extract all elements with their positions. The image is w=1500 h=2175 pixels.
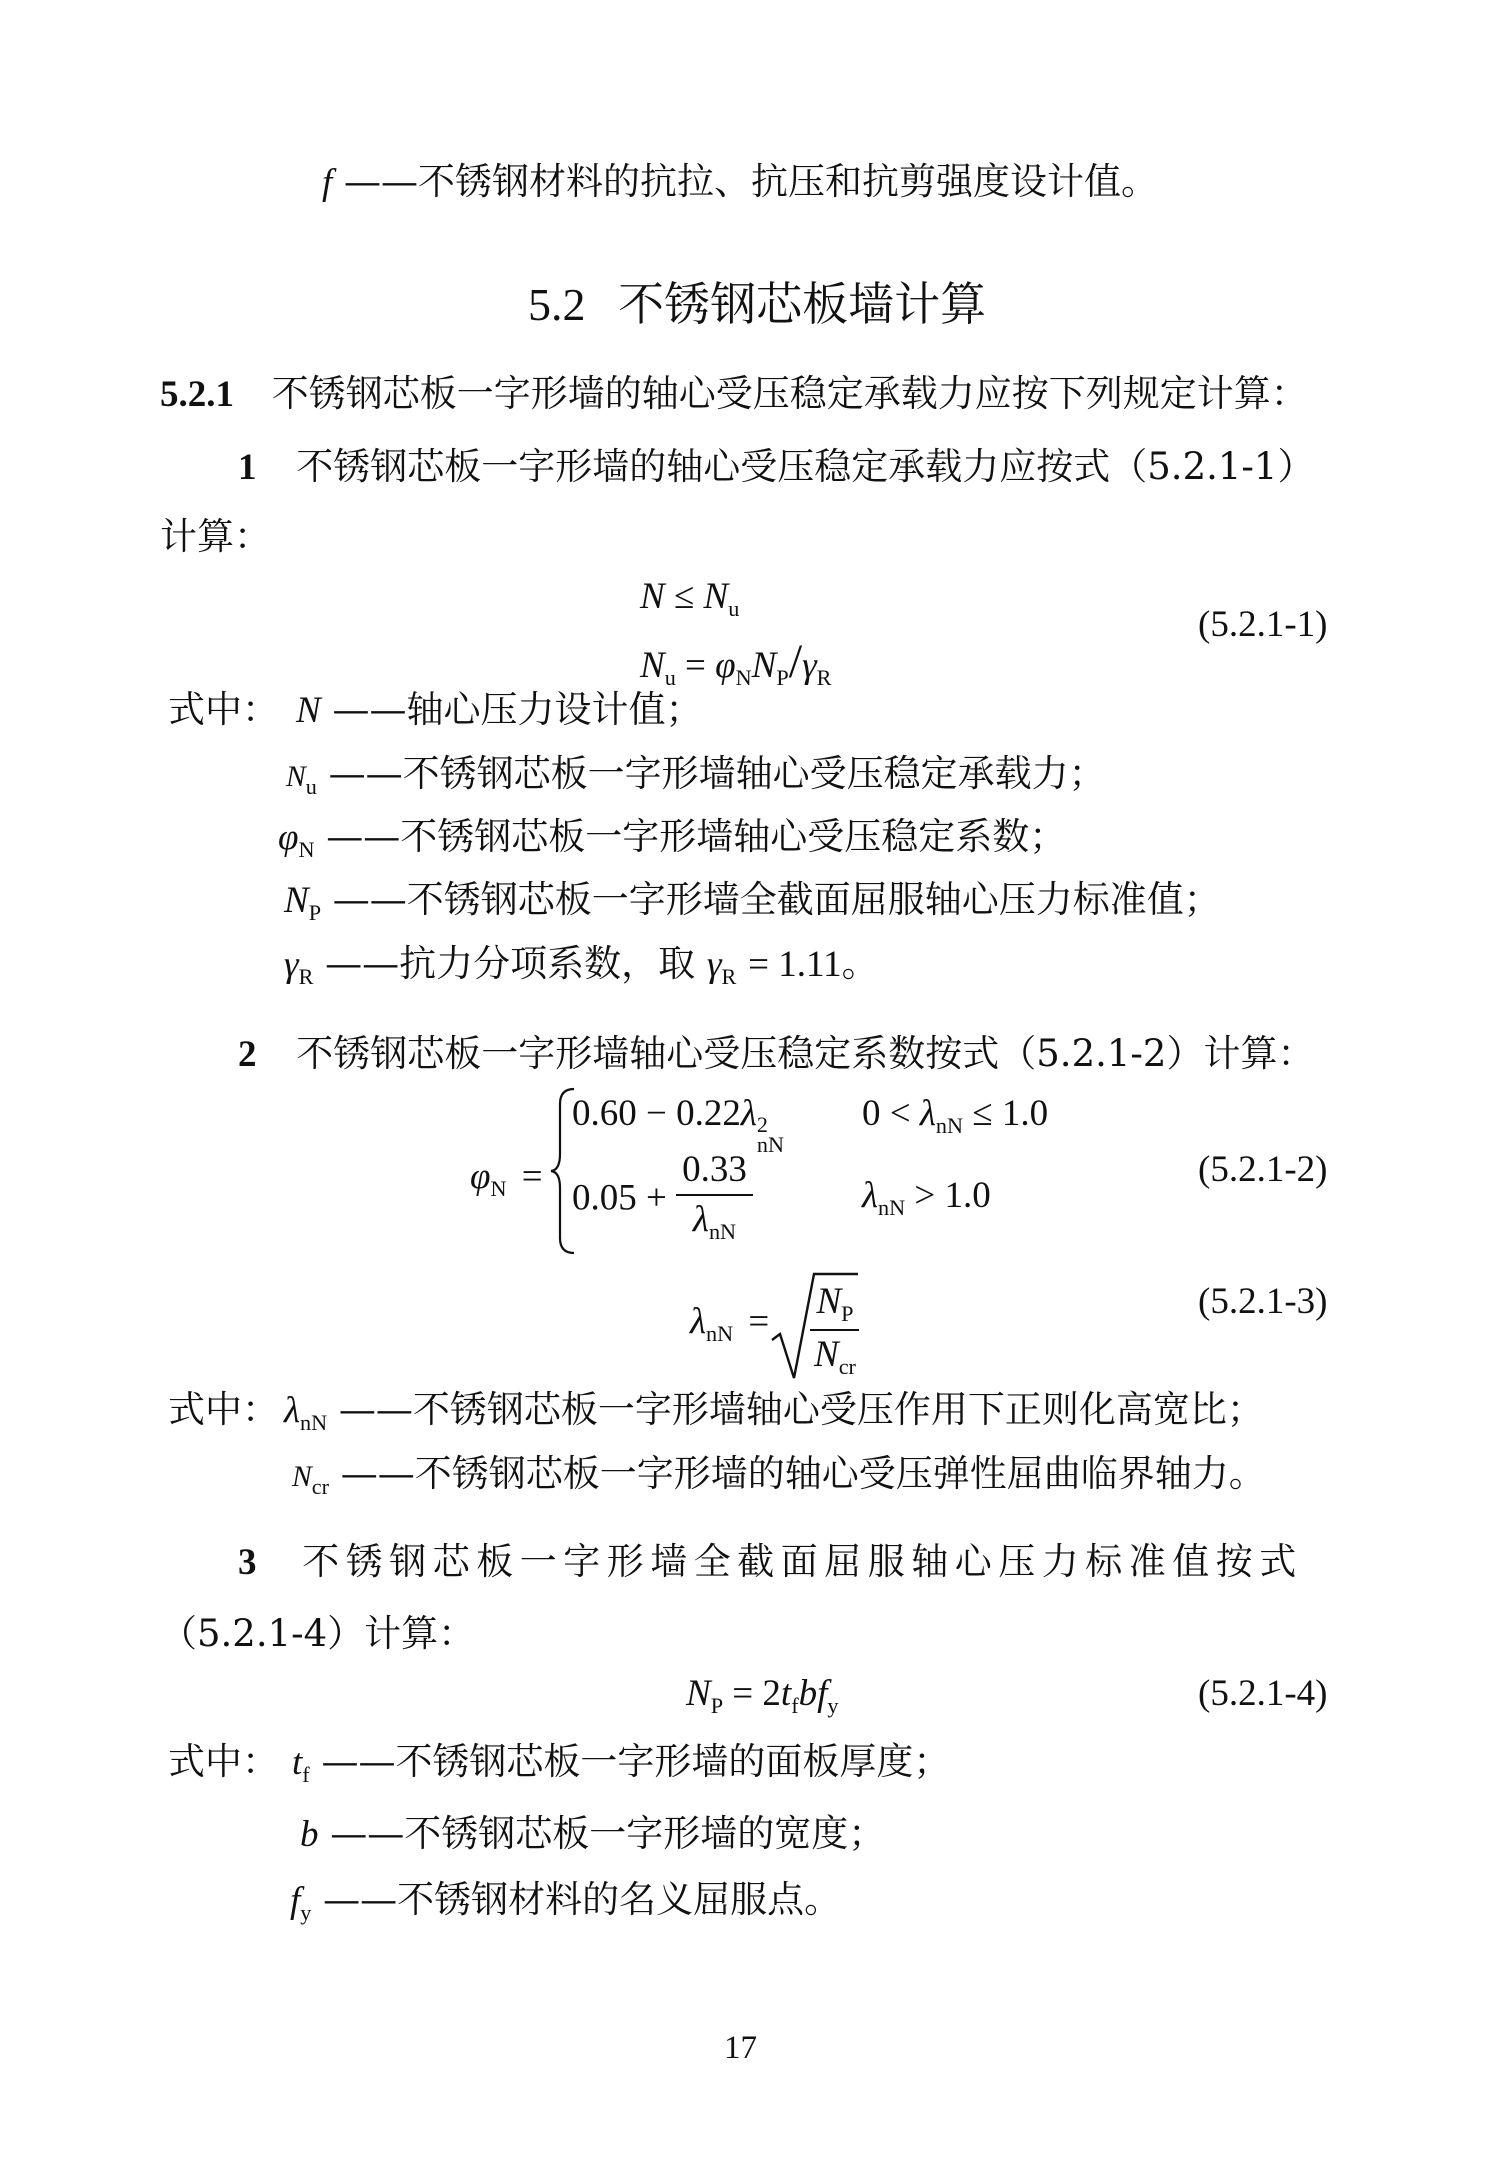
eq3-fraction [808,1280,862,1381]
where3-item-fy [290,1878,841,1926]
item-1-number: 1 [238,447,257,488]
where2-item-Ncr [292,1452,1266,1500]
eq2-case2-condition [862,1174,991,1221]
where3-sub-f: y [300,1899,312,1925]
eq2-case2-cond-right: > 1.0 [914,1175,991,1216]
where1-sym-Nu: N [286,761,306,793]
equation-label-5-2-1-2: (5.2.1-2) [1198,1149,1328,1190]
eq2-case1-cond-right: ≤ 1.0 [972,1093,1049,1134]
eq2-case1-condition [862,1092,1048,1139]
eq2-equals: = [521,1156,543,1197]
equation-label-5-2-1-4: (5.2.1-4) [1198,1673,1328,1714]
where1-sym-NP: N [284,880,309,921]
eq1-le-sign: ≤ [673,576,695,617]
eq2-case2-denominator [687,1196,742,1245]
where3-sym-t: t [292,1742,303,1783]
where2-text-Ncr: ——不锈钢芯板一字形墙的轴心受压弹性屈曲临界轴力。 [340,1452,1266,1495]
eq3-lhs [690,1300,769,1347]
eq1-line2-Nu-sub: u [664,664,676,690]
eq1-NP: N [751,645,777,686]
eq3-numerator [810,1280,859,1331]
where2-sub-lambda: nN [300,1409,328,1435]
eq1-line2-Nu: N [640,645,665,686]
eq2-case1-sub: nN [756,1131,785,1157]
eq3-num-N: N [816,1281,842,1322]
where1-sym-gamma: γ [284,944,299,985]
where1-item-NP [284,878,1221,926]
eq1-N: N [640,576,665,617]
eq3-num-sub: P [841,1300,854,1326]
where1-text-N: ——轴心压力设计值； [332,688,703,731]
clause-number: 5.2.1 [160,374,234,415]
eq1-NP-sub: P [776,664,789,690]
eq2-case2-fraction [676,1148,753,1246]
eq2-case1-cond-left: 0 < [862,1093,911,1134]
section-heading [528,268,986,334]
where1-text-gamma: ——抗力分项系数，取 [325,942,696,985]
item-2 [238,1032,1314,1077]
symbol-f: f [322,162,333,203]
where1-item-gammaR [284,942,879,990]
where2-text-lambda: ——不锈钢芯板一字形墙轴心受压作用下正则化高宽比； [338,1388,1264,1431]
where1-text-NP: ——不锈钢芯板一字形墙全截面屈服轴心压力标准值； [332,878,1221,921]
equation-5-2-1-4 [686,1672,838,1719]
item-1-continuation: 计算： [160,515,271,558]
equation-label-5-2-1-3: (5.2.1-3) [1198,1281,1328,1322]
eq2-case2-den-lambda: λ [692,1199,709,1241]
eq2-case1-cond-lambda: λ [919,1093,936,1134]
item-3-continuation: （5.2.1-4）计算： [160,1612,476,1655]
clause-5-2-1 [160,372,1308,417]
where1-sub-Nu: u [305,773,317,799]
definition-text: ——不锈钢材料的抗拉、抗压和抗剪强度设计值。 [344,160,1159,203]
eq3-lambda: λ [690,1301,707,1342]
clause-text: 不锈钢芯板一字形墙的轴心受压稳定承载力应按下列规定计算： [271,372,1308,415]
eq2-phi-sub: N [490,1175,507,1201]
eq2-case1-lambda: λ [740,1093,757,1134]
eq2-case2-cond-lambda: λ [862,1175,879,1216]
where-lead-2: 式中： [168,1388,279,1431]
eq3-denominator [808,1331,862,1380]
where1-item-N [296,688,702,733]
eq4-N-sub: P [710,1692,724,1718]
section-number: 5.2 [528,279,586,330]
eq3-den-sub: cr [838,1354,856,1380]
eq1-gamma: γ [802,645,817,686]
where1-item-Nu [286,752,1106,800]
where1-period: 。 [841,942,879,985]
where1-sub-phi: N [298,836,315,862]
equation-5-2-1-1-line2 [640,633,831,691]
eq2-case1-supsub [756,1111,785,1157]
eq4-t-sub: f [791,1692,799,1718]
eq2-case1-constant: 0.60 − 0.22 [572,1093,741,1134]
where1-item-phiN [278,815,1066,863]
where2-sym-Ncr: N [292,1461,312,1493]
eq2-lhs [470,1155,543,1202]
equation-5-2-1-1-line1 [640,575,739,622]
eq2-case2-constant: 0.05 + [572,1177,667,1219]
where1-sym-phi: φ [278,817,299,858]
where1-sub-NP: P [308,899,322,925]
where3-text-b: ——不锈钢芯板一字形墙的宽度； [330,1812,886,1855]
item-3 [238,1540,1303,1585]
eq2-case1-sup: 2 [756,1111,768,1137]
eq3-den-N: N [814,1334,839,1376]
where1-val-gamma-sub: R [721,963,737,989]
eq4-f: f [817,1673,828,1714]
eq1-phi-sub: N [735,664,752,690]
eq4-t: t [780,1673,792,1714]
where3-text-f: ——不锈钢材料的名义屈服点。 [323,1878,842,1921]
eq2-case1-cond-sub: nN [935,1112,964,1138]
eq1-phi: φ [715,645,736,686]
eq4-N: N [686,1673,711,1714]
item-2-number: 2 [238,1034,257,1075]
page-number: 17 [724,2030,757,2066]
where1-val-gamma: γ [706,944,722,985]
eq2-case2-den-sub: nN [708,1219,737,1245]
where1-value: = 1.11 [748,944,842,985]
where2-sym-lambda: λ [284,1390,301,1431]
where3-sym-b: b [300,1814,319,1855]
section-title: 不锈钢芯板墙计算 [618,277,987,331]
item-3-text: 不锈钢芯板一字形墙全截面屈服轴心压力标准值按式 [302,1540,1303,1583]
eq2-case2-cond-sub: nN [878,1194,906,1220]
where-lead-1: 式中： [168,688,279,731]
eq4-equals-two: = 2 [732,1673,781,1714]
eq1-Nu: N [703,576,729,617]
eq3-equals: = [748,1301,770,1342]
where2-item-lambda [284,1388,1264,1436]
eq2-case2-numerator: 0.33 [676,1148,753,1196]
eq3-frac [808,1280,862,1381]
where3-sub-t: f [302,1761,310,1787]
where3-item-b [300,1812,885,1857]
eq1-equals: = [685,645,706,686]
eq1-Nu-sub: u [728,595,740,621]
where3-sym-f: f [290,1880,301,1921]
top-definition-line [322,160,1158,205]
where3-item-tf [292,1740,950,1788]
item-3-number: 3 [238,1542,257,1583]
eq1-gamma-sub: R [816,664,832,690]
where-lead-3: 式中： [168,1740,279,1783]
where1-text-phi: ——不锈钢芯板一字形墙轴心受压稳定系数； [326,815,1067,858]
eq2-phi: φ [470,1156,491,1197]
where1-sub-gamma: R [298,963,314,989]
where1-text-Nu: ——不锈钢芯板一字形墙轴心受压稳定承载力； [328,752,1106,795]
eq4-f-sub: y [827,1692,839,1718]
where1-sym-N: N [296,690,321,731]
eq3-lambda-sub: nN [706,1320,734,1346]
item-2-text: 不锈钢芯板一字形墙轴心受压稳定系数按式（5.2.1-2）计算： [296,1032,1315,1075]
item-1-text: 不锈钢芯板一字形墙的轴心受压稳定承载力应按式（5.2.1-1） [296,445,1315,488]
eq2-case2-expression [572,1149,753,1246]
eq1-slash: / [788,635,803,688]
item-1 [238,445,1314,490]
eq2-case1-expression [572,1092,784,1155]
equation-label-5-2-1-1: (5.2.1-1) [1198,604,1328,645]
where2-sub-Ncr: cr [311,1473,329,1499]
eq4-b: b [798,1673,818,1714]
where3-text-t: ——不锈钢芯板一字形墙的面板厚度； [321,1740,951,1783]
